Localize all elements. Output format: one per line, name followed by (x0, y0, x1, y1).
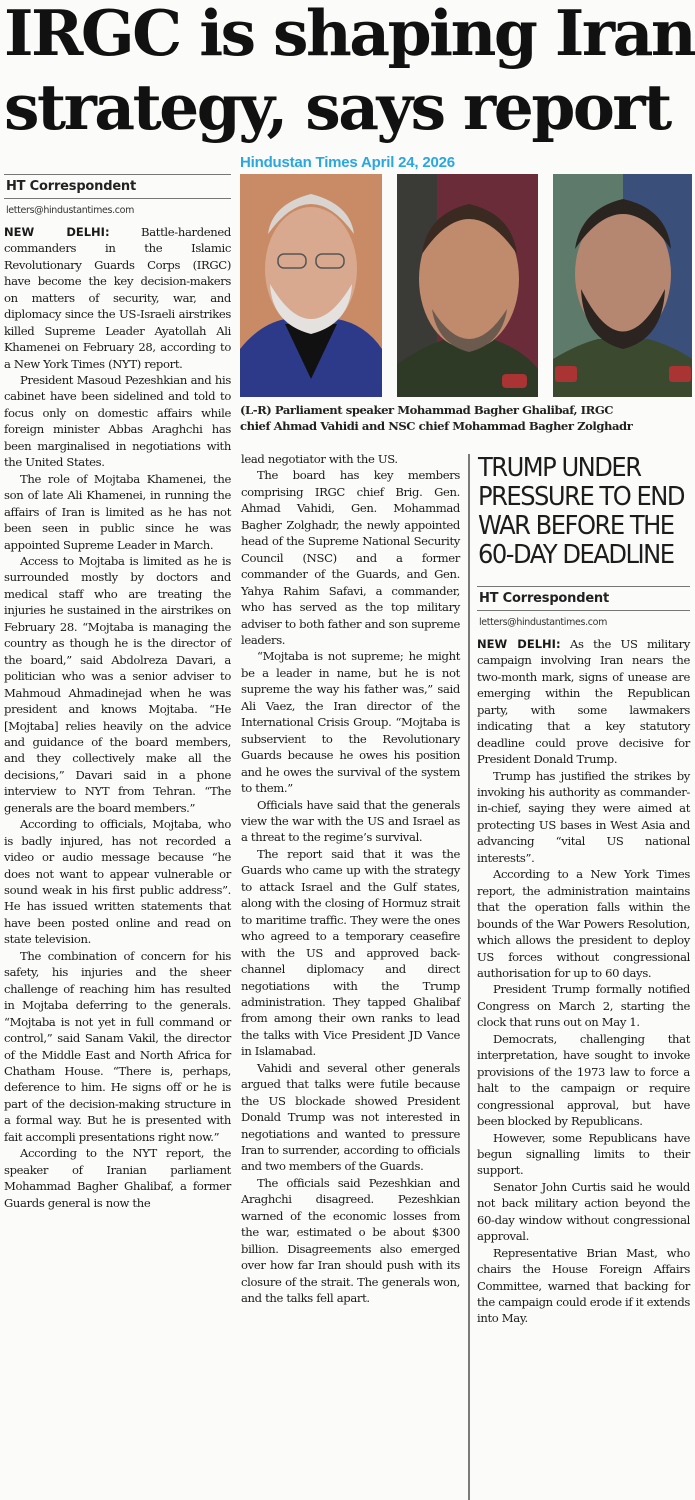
headline (4, 0, 695, 144)
paragraph: President Trump formally notified Congress on March 2, starting the clock that runs out on May 1. (477, 982, 690, 1030)
side-byline-email[interactable]: letters@hindustantimes.com (479, 617, 608, 629)
headline-line-2: strategy, says report (4, 70, 670, 144)
paragraph: The report said that it was the Guards who came up with the strategy to attack Israel and the Gulf states, along with the closing of Hormuz strait to maritime traffic. They were the ones who agreed to a temporary ceasefire with the US and approved back-channel diplomacy and direct negotiations with the Trump administration. They tapped Ghalibaf from among their own ranks to lead the talks with Vice President JD Vance in Islamabad. (241, 846, 460, 1059)
side-story-headline: TRUMP UNDER PRESSURE TO END WAR BEFORE THE 60-DAY DEADLINE (478, 453, 684, 570)
portrait-image (240, 174, 382, 397)
main-story-column-1 (4, 174, 231, 1211)
main-story-column-2 (241, 451, 460, 1307)
paragraph: Access to Mojtaba is limited as he is surrounded mostly by doctors and medical staff who are treating the injuries he sustained in the airstrikes on February 28. “Mojtaba is managing the country as though he is the director of the board,” said Abdolreza Davari, a politician who was a senior adviser to Mahmoud Ahmadinejad when he was president and knows Mojtaba. “He [Mojtaba] relies heavily on the advice and guidance of the board members, and they collectively make all the decisions,” Davari said in a phone interview to NYT from Tehran. “The generals are the board members.” (4, 553, 231, 815)
paragraph: The officials said Pezeshkian and Araghchi disagreed. Pezeshkian warned of the economic losses from the war, estimated o be about $300 billion. Disagreements also emerged over how far Iran should push with its closure of the strait. The generals won, and the talks fell apart. (241, 1175, 460, 1306)
photo-zolghadr (553, 174, 692, 397)
paragraph: According to the NYT report, the speaker of Iranian parliament Mohammad Bagher Ghalibaf, a former Guards general is now the (4, 1146, 231, 1210)
paragraph: Representative Brian Mast, who chairs the House Foreign Affairs Committee, warned that backing for the campaign could erode if it extends into May. (477, 1245, 690, 1326)
byline-email[interactable]: letters@hindustantimes.com (6, 205, 135, 217)
paragraph: The board has key members comprising IRGC chief Brig. Gen. Ahmad Vahidi, Gen. Mohammad Bagher Zolghadr, the newly appointed head of the Supreme National Security Council (NSC) and a former commander of the Guards, and Gen. Yahya Rahim Safavi, a commander, who has served as the top military adviser to both father and son supreme leaders. (241, 468, 460, 647)
paragraph: However, some Republicans have begun signalling limits to their support. (477, 1130, 690, 1178)
byline: HT Correspondent (4, 175, 231, 199)
column-divider (468, 454, 470, 1500)
paragraph: Officials have said that the generals view the war with the US and Israel as a threat to the regime’s survival. (241, 797, 460, 845)
portrait-image (397, 174, 538, 397)
paragraph: According to officials, Mojtaba, who is badly injured, has not recorded a video or audio message because “he does not want to appear vulnerable or sound weak in his first public address”. He has issued written statements that have been posted online and read on state television. (4, 817, 231, 947)
paragraph: “Mojtaba is not supreme; he might be a leader in name, but he is not supreme the way his father was,” said Ali Vaez, the Iran director of the International Crisis Group. “Mojtaba is subservient to the Revolutionary Guards because he owes his position and he owes the survival of the system to them.” (241, 649, 460, 796)
dateline: NEW DELHI: (477, 636, 561, 651)
photo-ghalibaf (240, 174, 382, 397)
photo-caption: (L-R) Parliament speaker Mohammad Bagher Ghalibaf, IRGC chief Ahmad Vahidi and NSC chief Mohammad Bagher Zolghadr (240, 403, 633, 433)
portrait-image (553, 174, 692, 397)
paragraph: Senator John Curtis said he would not back military action beyond the 60-day window without congressional approval. (477, 1179, 690, 1244)
dateline: NEW DELHI: (4, 224, 110, 239)
paragraph: The combination of concern for his safety, his injuries and the sheer challenge of reaching him has resulted in Mojtaba deferring to the generals. “Mojtaba is not yet in full command or control,” said Sanam Vakil, the director of the Middle East and North Africa for Chatham House. “There is, perhaps, deference to him. He signs off or he is part of the decision-making structure in a formal way. But he is presented with fait accompli presentations right now.” (4, 948, 231, 1144)
paragraph: According to a New York Times report, the administration maintains that the operation falls within the bounds of the War Powers Resolution, which allows the president to deploy US forces without congressional authorisation for up to 60 days. (477, 867, 690, 980)
source-stamp: Hindustan Times April 24, 2026 (240, 154, 455, 171)
paragraph: Trump has justified the strikes by invoking his authority as commander-in-chief, saying they were aimed at protecting US bases in West Asia and advancing “vital US national interests”. (477, 768, 690, 865)
paragraph: lead negotiator with the US. (241, 452, 398, 466)
paragraph: President Masoud Pezeshkian and his cabinet have been sidelined and told to focus only on domestic affairs while foreign minister Abbas Araghchi has been marginalised in negotiations with the United States. (4, 372, 231, 470)
headline-line-1: IRGC is shaping Iran (4, 0, 695, 70)
lead-paragraph: NEW DELHI: Battle-hardened commanders in the Islamic Revolutionary Guards Corps (IRGC) have become the key decision-makers on matters of security, war, and diplomacy since the US-Israeli airstrikes killed Supreme Leader Ayatollah Ali Khamenei on February 28, according to a New York Times (NYT) report. (4, 224, 231, 371)
side-story-column (477, 586, 690, 1327)
paragraph: Democrats, challenging that interpretation, have sought to invoke provisions of the 1973 law to force a halt to the campaign or require congressional approval, but have been blocked by Republicans. (477, 1031, 690, 1129)
lead-paragraph: NEW DELHI: As the US military campaign involving Iran nears the two-month mark, signs of unease are emerging within the Republican party, with some lawmakers indicating that a key statutory deadline could prove decisive for President Donald Trump. (477, 636, 691, 767)
paragraph: Vahidi and several other generals argued that talks were futile because the US blockade showed President Donald Trump was not interested in negotiations and wanted to pressure Iran to surrender, according to officials and two members of the Guards. (241, 1060, 460, 1174)
photo-vahidi (397, 174, 538, 397)
paragraph: The role of Mojtaba Khamenei, the son of late Ali Khamenei, in running the affairs of Iran is limited as he has not been seen in public since he was appointed Supreme Leader in March. (4, 471, 231, 552)
side-byline: HT Correspondent (477, 587, 690, 611)
